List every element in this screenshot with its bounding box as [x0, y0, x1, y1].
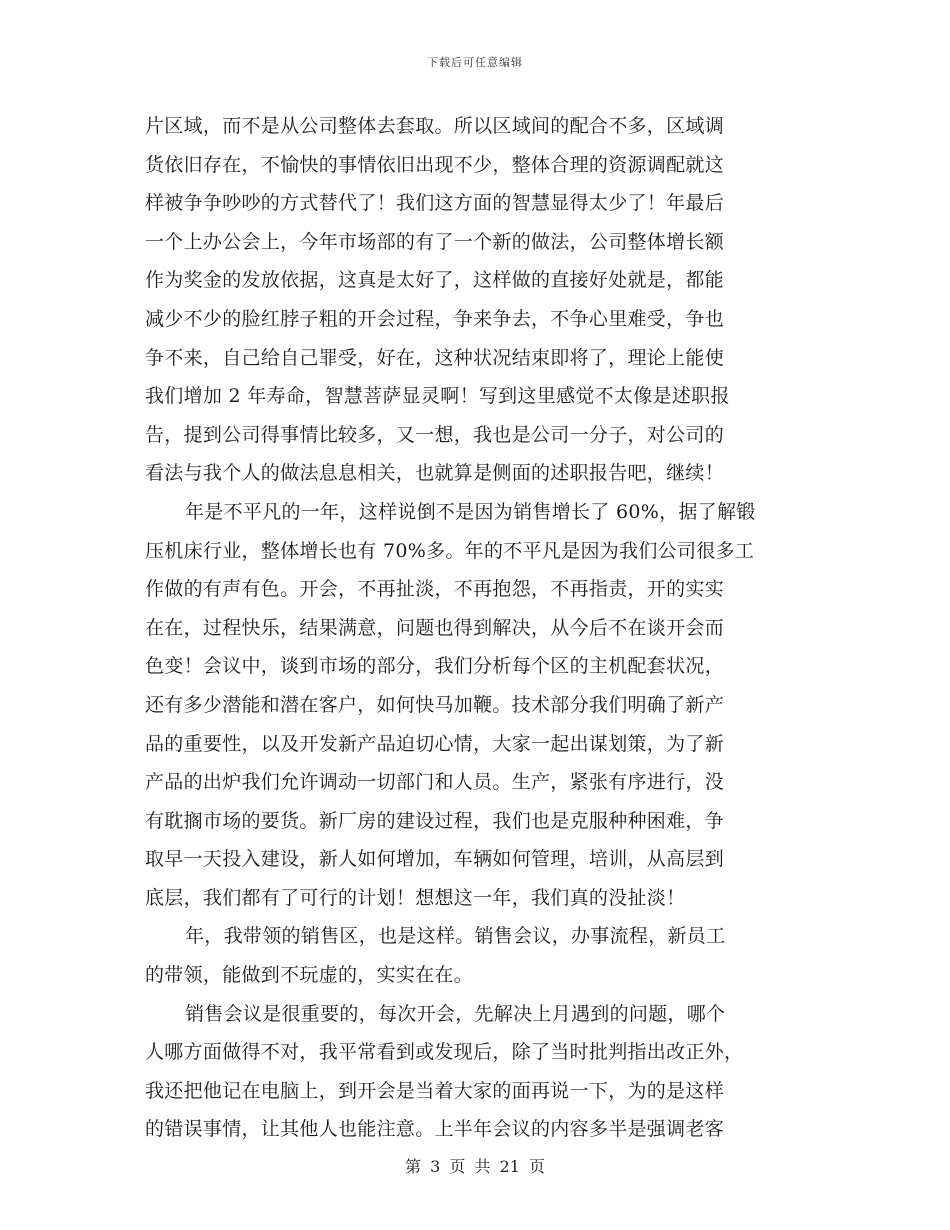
page-header: 下载后可任意编辑	[427, 56, 523, 69]
text-line: 的带领，能做到不玩虚的，实实在在。	[145, 964, 474, 987]
text-line: 人哪方面做得不对，我平常看到或发现后，除了当时批判指出改正外，	[145, 1041, 744, 1064]
text-line: 色变！会议中，谈到市场的部分，我们分析每个区的主机配套状况，	[145, 655, 725, 678]
text-line: 年，我带领的销售区，也是这样。销售会议，办事流程，新员工	[185, 925, 726, 948]
text-line: 一个上办公会上，今年市场部的有了一个新的做法，公司整体增长额	[145, 230, 725, 253]
text-line: 底层，我们都有了可行的计划！想想这一年，我们真的没扯淡！	[145, 886, 686, 909]
text-line: 减少不少的脸红脖子粗的开会过程，争来争去，不争心里难受，争也	[145, 307, 725, 330]
text-line: 产品的出炉我们允许调动一切部门和人员。生产，紧张有序进行，没	[145, 771, 725, 794]
text-line: 年是不平凡的一年，这样说倒不是因为销售增长了 60%，据了解锻	[185, 500, 756, 523]
text-line: 在在，过程快乐，结果满意，问题也得到解决，从今后不在谈开会而	[145, 616, 725, 639]
text-line: 作为奖金的发放依据，这真是太好了，这样做的直接好处就是，都能	[145, 269, 725, 292]
text-line: 片区域，而不是从公司整体去套取。所以区域间的配合不多，区域调	[145, 115, 725, 137]
text-line: 取早一天投入建设，新人如何增加，车辆如何管理，培训，从高层到	[145, 848, 725, 871]
text-line: 货依旧存在，不愉快的事情依旧出现不少，整体合理的资源调配就这	[145, 153, 725, 176]
text-line: 品的重要性，以及开发新产品迫切心情，大家一起出谋划策，为了新	[145, 732, 725, 755]
page-number-footer: 第 3 页 共 21 页	[405, 1157, 545, 1176]
text-line: 作做的有声有色。开会，不再扯淡，不再抱怨，不再指责，开的实实	[145, 578, 725, 601]
text-line: 我还把他记在电脑上，到开会是当着大家的面再说一下，为的是这样	[145, 1079, 725, 1102]
text-line: 压机床行业，整体增长也有 70%多。年的不平凡是因为我们公司很多工	[145, 539, 755, 562]
text-line: 样被争争吵吵的方式替代了！我们这方面的智慧显得太少了！年最后	[145, 192, 725, 215]
text-line: 告，提到公司得事情比较多，又一想，我也是公司一分子，对公司的	[145, 423, 725, 446]
text-line: 看法与我个人的做法息息相关，也就算是侧面的述职报告吧，继续！	[145, 462, 725, 485]
text-line: 我们增加 2 年寿命，智慧菩萨显灵啊！写到这里感觉不太像是述职报	[145, 385, 730, 408]
text-line: 争不来，自己给自己罪受，好在，这种状况结束即将了，理论上能使	[145, 346, 725, 369]
text-line: 销售会议是很重要的，每次开会，先解决上月遇到的问题，哪个	[185, 1002, 726, 1025]
text-line: 的错误事情，让其他人也能注意。上半年会议的内容多半是强调老客	[145, 1118, 725, 1141]
document-body	[145, 107, 805, 1149]
text-line: 有耽搁市场的要货。新厂房的建设过程，我们也是克服种种困难，争	[145, 809, 725, 832]
text-line: 还有多少潜能和潜在客户，如何快马加鞭。技术部分我们明确了新产	[145, 693, 725, 716]
